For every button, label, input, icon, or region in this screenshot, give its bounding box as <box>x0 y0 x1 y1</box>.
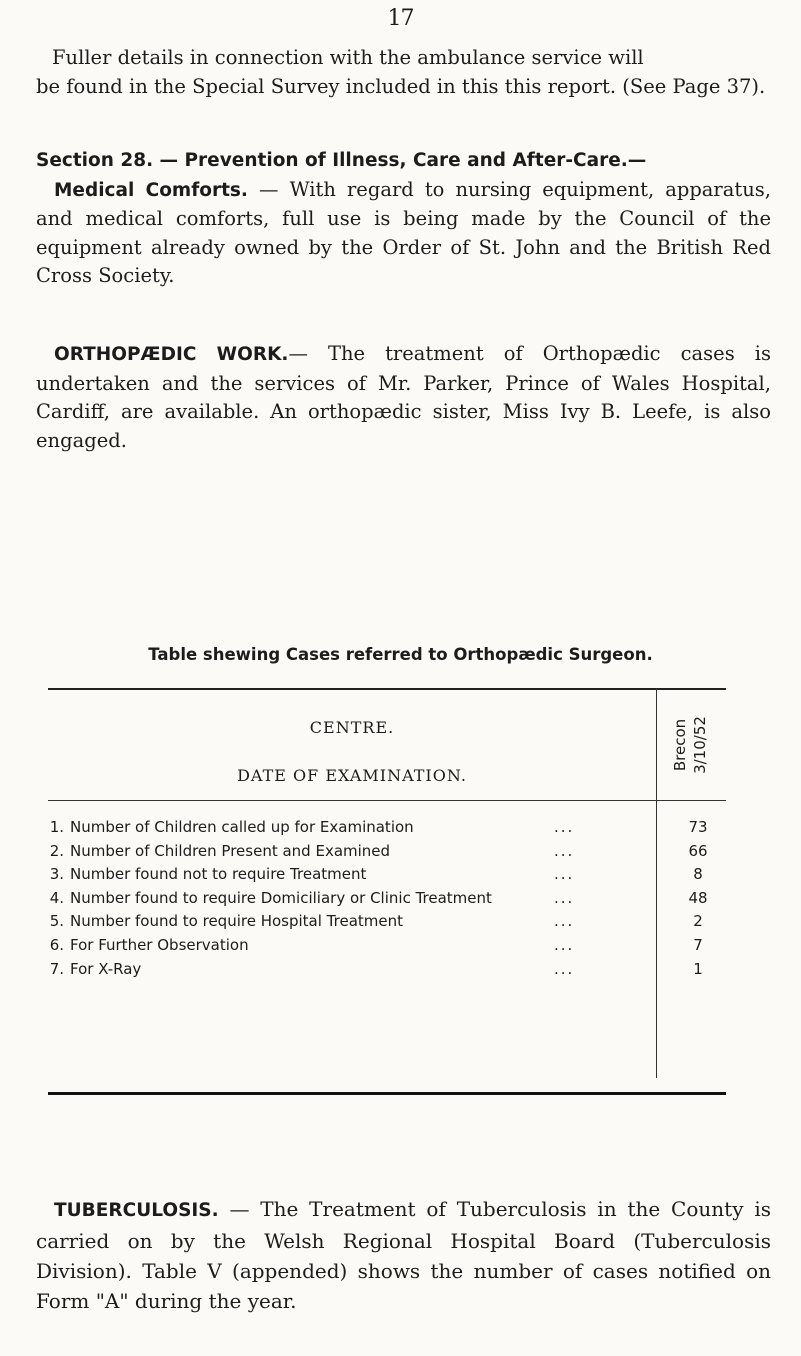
table-title: Table shewing Cases referred to Orthopædic Surgeon. <box>148 645 653 664</box>
medical-comforts-heading: Medical Comforts. <box>54 179 248 201</box>
row-leader: ... <box>554 935 575 954</box>
ambulance-line1: Fuller details in connection with the ambulance service will <box>52 46 644 69</box>
header-date: DATE OF EXAMINATION. <box>237 766 467 785</box>
row-number: 7. <box>49 959 64 978</box>
tuberculosis-heading: TUBERCULOSIS. <box>54 1200 219 1221</box>
row-value: 66 <box>688 841 708 860</box>
row-number: 2. <box>49 841 64 860</box>
page-number: 17 <box>387 6 414 31</box>
header-exam-date: 3/10/52 <box>691 716 709 774</box>
header-brecon-cell <box>670 700 714 790</box>
table-row <box>34 889 734 913</box>
row-number: 5. <box>49 912 64 931</box>
row-value: 1 <box>693 959 703 978</box>
row-value: 48 <box>688 888 708 907</box>
orthopaedic-heading: ORTHOPÆDIC WORK. <box>54 344 289 365</box>
table-row <box>34 936 734 960</box>
table-header-rule <box>48 800 726 801</box>
table-row <box>34 960 734 984</box>
table-row <box>34 865 734 889</box>
row-value: 2 <box>693 912 703 931</box>
row-value: 8 <box>693 865 703 884</box>
row-number: 3. <box>49 865 64 884</box>
table-bottom-rule <box>48 1092 726 1095</box>
tuberculosis-paragraph <box>36 1194 771 1316</box>
row-label: Number found to require Hospital Treatment <box>70 912 404 931</box>
section-28-paragraph <box>36 147 771 291</box>
row-number: 1. <box>49 818 64 836</box>
row-leader: ... <box>554 841 575 860</box>
row-leader: ... <box>554 865 575 884</box>
tuberculosis-text: — The Treatment of Tuberculosis in the County is carried on by the Welsh Regional Hospital Board (Tuberculosis Division). Table V (appended) shows the number of cases notified on Form "A" during the year. <box>36 1197 771 1313</box>
row-label: Number found to require Domiciliary or Clinic Treatment <box>70 888 492 907</box>
row-label: For X-Ray <box>70 959 142 978</box>
table-row <box>34 818 734 842</box>
table-row <box>34 912 734 936</box>
row-value: 73 <box>688 818 708 836</box>
section-28-heading: Section 28. — Prevention of Illness, Care and After-Care.— <box>36 150 647 171</box>
orthopaedic-text: — The treatment of Orthopædic cases is undertaken and the services of Mr. Parker, Prince of Wales Hospital, Cardiff, are available. An orthopædic sister, Miss Ivy B. Leefe, is also engaged. <box>36 342 771 452</box>
row-leader: ... <box>554 912 575 931</box>
row-leader: ... <box>554 888 575 907</box>
table-row <box>34 842 734 866</box>
ambulance-paragraph <box>36 44 774 101</box>
row-label: Number found not to require Treatment <box>70 865 367 884</box>
row-number: 4. <box>49 888 64 907</box>
ambulance-rest: be found in the Special Survey included in this this report. (See Page 37). <box>36 74 766 98</box>
header-centre: CENTRE. <box>309 718 395 737</box>
row-label: Number of Children Present and Examined <box>70 841 391 860</box>
row-label: For Further Observation <box>70 935 249 954</box>
table-top-rule <box>48 688 726 690</box>
header-brecon: Brecon <box>671 718 689 772</box>
medical-comforts-text: — With regard to nursing equipment, apparatus, and medical comforts, full use is being made by the Council of the equipment already owned by the Order of St. John and the British Red Cross Society. <box>36 177 771 287</box>
row-number: 6. <box>49 935 64 954</box>
row-leader: ... <box>554 818 575 836</box>
row-leader: ... <box>554 959 575 978</box>
row-value: 7 <box>693 935 703 954</box>
orthopaedic-paragraph <box>36 340 771 455</box>
row-label: Number of Children called up for Examination <box>70 818 414 836</box>
table-body <box>34 818 734 983</box>
